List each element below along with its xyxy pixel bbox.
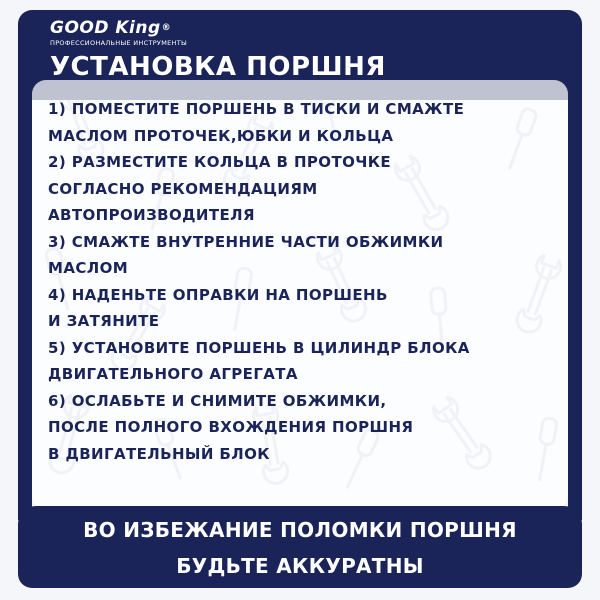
brand-logo [50,18,187,47]
warning-line-1: ВО ИЗБЕЖАНИЕ ПОЛОМКИ ПОРШНЯ [83,518,517,542]
page-title: УСТАНОВКА ПОРШНЯ [50,52,386,82]
step-line: И ЗАТЯНИТЕ [48,312,160,330]
logo-text: GOOD King [50,18,161,38]
step-line: МАСЛОМ [48,259,129,277]
step-line: 2) РАЗМЕСТИТЕ КОЛЬЦА В ПРОТОЧКЕ [48,153,392,171]
step-line: АВТОПРОИЗВОДИТЕЛЯ [48,206,255,224]
warning-footer [18,506,582,588]
step-line: МАСЛОМ ПРОТОЧЕК,ЮБКИ И КОЛЬЦА [48,126,394,145]
registered-mark: ® [161,23,172,33]
frame-right-border [568,80,582,520]
step-line: 5) УСТАНОВИТЕ ПОРШЕНЬ В ЦИЛИНДР БЛОКА [48,338,470,357]
frame-left-border [18,80,32,520]
instruction-steps [48,96,558,467]
step-line: ПОСЛЕ ПОЛНОГО ВХОЖДЕНИЯ ПОРШНЯ [48,418,414,436]
warning-line-2: БУДЬТЕ АККУРАТНЫ [176,554,424,578]
step-line: СОГЛАСНО РЕКОМЕНДАЦИЯМ [48,179,318,198]
step-line: ДВИГАТЕЛЬНОГО АГРЕГАТА [48,365,298,383]
step-line: 6) ОСЛАБЬТЕ И СНИМИТЕ ОБЖИМКИ, [48,391,387,410]
step-line: 4) НАДЕНЬТЕ ОПРАВКИ НА ПОРШЕНЬ [48,285,388,304]
brand-tagline: ПРОФЕССИОНАЛЬНЫЕ ИНСТРУМЕНТЫ [50,39,188,47]
step-line: 1) ПОМЕСТИТЕ ПОРШЕНЬ В ТИСКИ И СМАЖТЕ [48,100,465,118]
step-line: В ДВИГАТЕЛЬНЫЙ БЛОК [48,444,270,463]
step-line: 3) СМАЖТЕ ВНУТРЕННИЕ ЧАСТИ ОБЖИМКИ [48,232,444,251]
